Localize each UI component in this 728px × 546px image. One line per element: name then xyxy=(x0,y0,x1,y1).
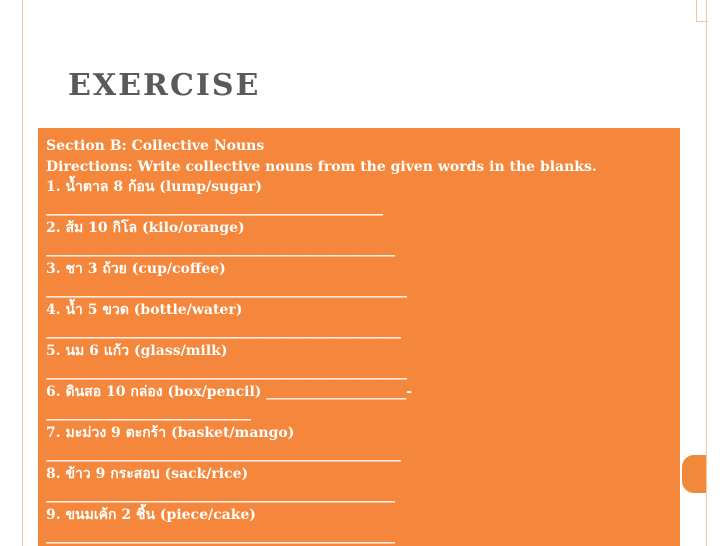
left-margin-rule xyxy=(22,0,23,546)
exercise-content xyxy=(38,128,680,546)
exercise-item-2: 2. ส้ม 10 กิโล (kilo/orange) xyxy=(46,220,245,236)
answer-blank-3[interactable]: ____________________________________________________________ xyxy=(46,281,406,298)
answer-blank-8[interactable]: __________________________________________________________ xyxy=(46,486,394,503)
exercise-item-4: 4. น้ำ 5 ขวด (bottle/water) xyxy=(46,302,243,318)
exercise-item-6: 6. ดินสอ 10 กล่อง (box/pencil) ____________________- xyxy=(46,384,413,400)
exercise-item-8: 8. ข้าว 9 กระสอบ (sack/rice) xyxy=(46,466,249,482)
slide-title: EXERCISE xyxy=(68,68,261,103)
directions-text: Directions: Write collective nouns from the given words in the blanks. xyxy=(46,158,597,175)
exercise-item-1: 1. น้ำตาล 8 ก้อน (lump/sugar) xyxy=(46,179,263,195)
answer-blank-9[interactable]: __________________________________________________________ xyxy=(46,527,394,544)
answer-blank-7[interactable]: ___________________________________________________________ xyxy=(46,445,400,462)
section-heading: Section B: Collective Nouns xyxy=(46,138,265,154)
exercise-item-7: 7. มะม่วง 9 ตะกร้า (basket/mango) xyxy=(46,425,295,441)
answer-blank-1[interactable]: ________________________________________________________ xyxy=(46,199,382,216)
right-margin-rule xyxy=(706,0,707,546)
answer-blank-5[interactable]: ____________________________________________________________ xyxy=(46,363,406,380)
exercise-item-3: 3. ชา 3 ถ้วย (cup/coffee) xyxy=(46,261,226,277)
slide-side-tab xyxy=(682,455,706,493)
exercise-content-box xyxy=(38,128,680,546)
answer-blank-4[interactable]: ___________________________________________________________ xyxy=(46,322,400,339)
exercise-item-9: 9. ขนมเค้ก 2 ชิ้น (piece/cake) xyxy=(46,507,256,523)
answer-blank-6[interactable]: __________________________________ xyxy=(46,404,250,421)
answer-blank-2[interactable]: __________________________________________________________ xyxy=(46,240,394,257)
exercise-item-5: 5. นม 6 แก้ว (glass/milk) xyxy=(46,343,228,359)
corner-rule-segment xyxy=(696,0,708,22)
